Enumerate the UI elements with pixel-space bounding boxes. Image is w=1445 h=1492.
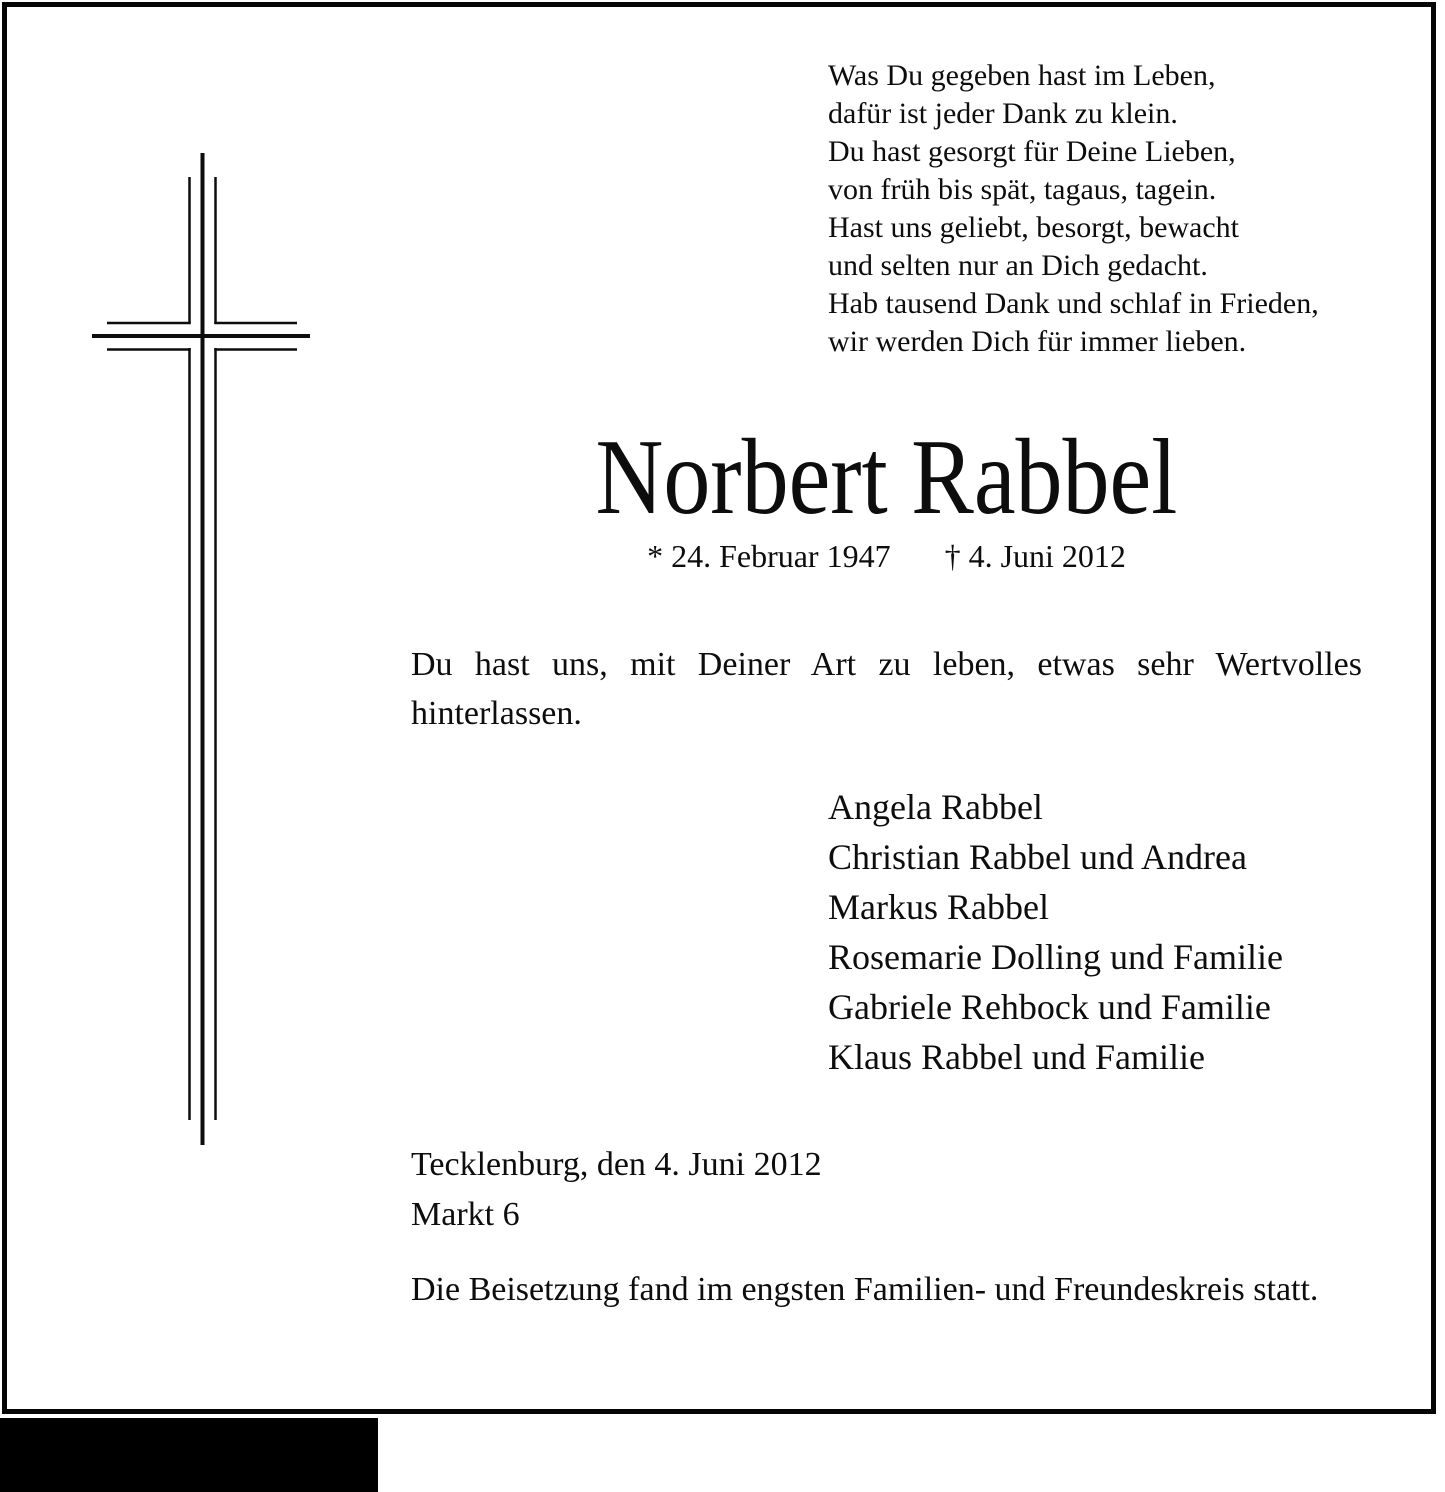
memorial-cross-icon (85, 145, 320, 1155)
birth-date: * 24. Februar 1947 (647, 538, 891, 574)
poem-line: Was Du gegeben hast im Leben, (828, 59, 1216, 92)
tribute-text: Du hast uns, mit Deiner Art zu leben, etwas sehr Wertvolles hinterlassen. (411, 646, 1362, 732)
closing-text: Die Beisetzung fand im engsten Familien- und Freundeskreis statt. (411, 1271, 1319, 1308)
mourner-name: Markus Rabbel (828, 887, 1049, 927)
mourner-name: Angela Rabbel (828, 787, 1043, 827)
bottom-left-black-bar (0, 1418, 378, 1492)
poem-line: Hab tausend Dank und schlaf in Frieden, (828, 287, 1319, 320)
deceased-name: Norbert Rabbel (595, 418, 1178, 537)
mourner-name: Klaus Rabbel und Familie (828, 1037, 1205, 1077)
memorial-poem (828, 57, 1319, 361)
mourners-list (828, 782, 1283, 1082)
poem-line: Du hast gesorgt für Deine Lieben, (828, 135, 1236, 168)
poem-line: von früh bis spät, tagaus, tagein. (828, 173, 1217, 206)
mourner-name: Christian Rabbel und Andrea (828, 837, 1247, 877)
death-date: † 4. Juni 2012 (944, 538, 1126, 574)
deceased-name-row (411, 418, 1362, 537)
poem-line: und selten nur an Dich gedacht. (828, 249, 1208, 282)
poem-line: Hast uns geliebt, besorgt, bewacht (828, 211, 1240, 244)
place-date-block (411, 1140, 822, 1240)
poem-line: wir werden Dich für immer lieben. (828, 325, 1247, 358)
life-dates-row (411, 536, 1362, 576)
place-date-line: Tecklenburg, den 4. Juni 2012 (411, 1146, 822, 1183)
address-line: Markt 6 (411, 1196, 520, 1233)
mourner-name: Gabriele Rehbock und Familie (828, 987, 1271, 1027)
poem-line: dafür ist jeder Dank zu klein. (828, 97, 1178, 130)
mourner-name: Rosemarie Dolling und Familie (828, 937, 1283, 977)
